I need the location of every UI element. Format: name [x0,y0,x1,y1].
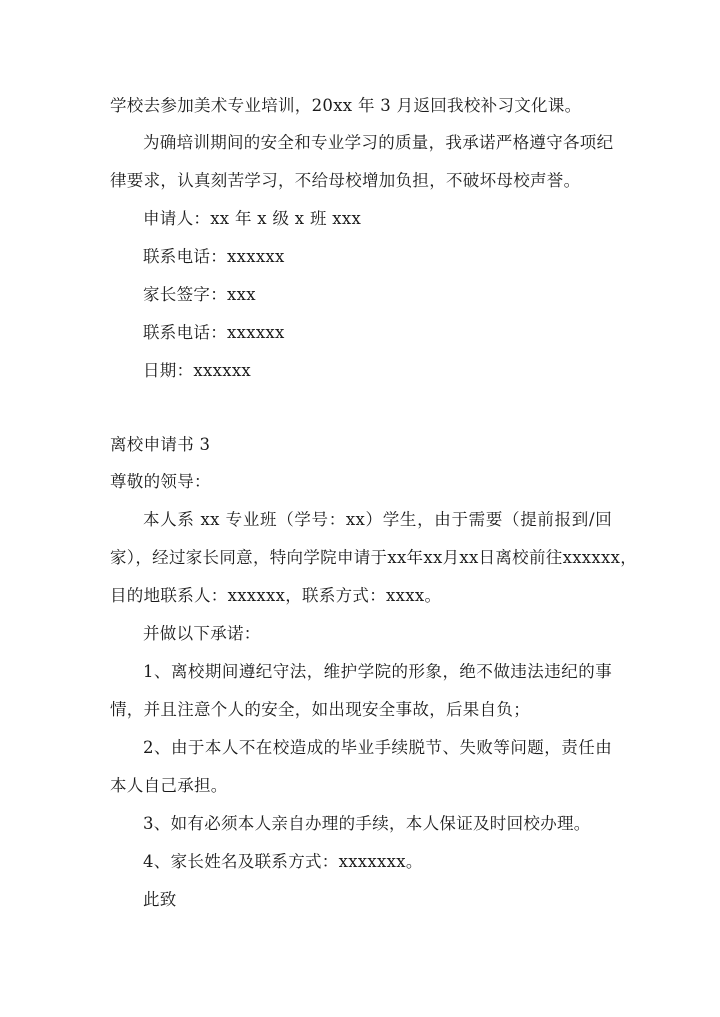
text-line-promise-1: 为确培训期间的安全和专业学习的质量，我承诺严格遵守各项纪 [143,133,614,152]
promise-item-1-line-2: 情，并且注意个人的安全，如出现安全事故，后果自负； [110,700,530,719]
phone-line-2: 联系电话：xxxxxx [143,323,285,342]
body-line-3: 目的地联系人：xxxxxx，联系方式：xxxx。 [110,586,442,605]
promise-item-2-line-1: 2、由于本人不在校造成的毕业手续脱节、失败等问题，责任由 [143,738,612,757]
text-line-promise-2: 律要求，认真刻苦学习，不给母校增加负担，不破坏母校声誉。 [110,171,581,190]
body-line-2: 家），经过家长同意，特向学院申请于xx年xx月xx日离校前往xxxxxx， [110,548,638,567]
closing-line: 此致 [143,890,177,909]
promise-item-3: 3、如有必须本人亲自办理的手续，本人保证及时回校办理。 [143,814,591,833]
text-line-training: 学校去参加美术专业培训，20xx 年 3 月返回我校补习文化课。 [110,96,582,115]
applicant-line: 申请人：xx 年 x 级 x 班 xxx [143,209,362,228]
phone-line-1: 联系电话：xxxxxx [143,247,285,266]
promise-intro: 并做以下承诺： [143,624,261,643]
body-line-1: 本人系 xx 专业班（学号：xx）学生，由于需要（提前报到/回 [143,510,612,529]
section-title: 离校申请书 3 [110,435,211,454]
promise-item-2-line-2: 本人自己承担。 [110,776,228,795]
promise-item-1-line-1: 1、离校期间遵纪守法，维护学院的形象，绝不做违法违纪的事 [143,662,612,681]
salutation: 尊敬的领导： [110,472,211,491]
parent-signature-line: 家长签字：xxx [143,285,256,304]
date-line: 日期：xxxxxx [143,361,252,380]
promise-item-4: 4、家长姓名及联系方式：xxxxxxx。 [143,852,423,871]
